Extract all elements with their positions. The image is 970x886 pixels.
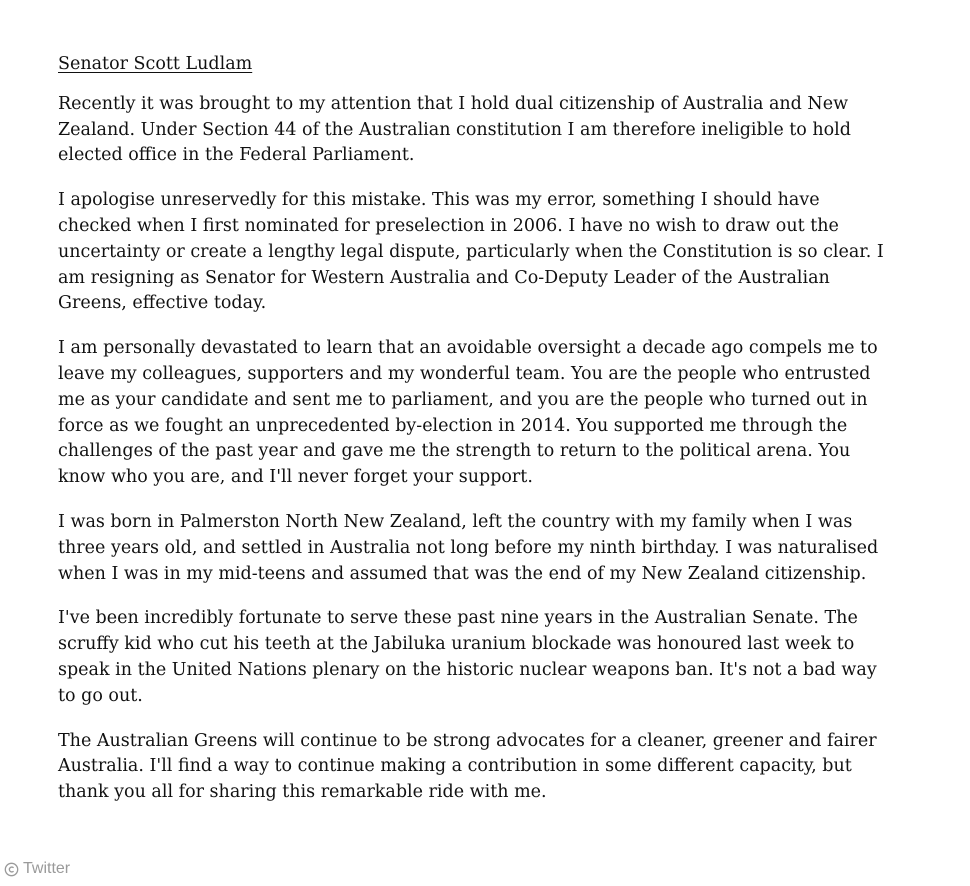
text-line: force as we fought an unprecedented by-election in 2014. You supported me through the [58,415,848,436]
paragraph [58,606,938,709]
copyright-icon [4,862,19,877]
credit-text: Twitter [23,860,71,877]
letter [58,52,938,825]
text-line: when I was in my mid-teens and assumed that was the end of my New Zealand citizenship. [58,563,867,584]
text-line: The Australian Greens will continue to be strong advocates for a cleaner, greener and fairer [58,730,877,751]
paragraph [58,188,938,317]
text-line: I was born in Palmerston North New Zealand, left the country with my family when I was [58,511,853,532]
text-line: I've been incredibly fortunate to serve these past nine years in the Australian Senate. The [58,608,858,629]
text-line: three years old, and settled in Australia not long before my ninth birthday. I was naturalised [58,537,879,558]
paragraph [58,729,938,806]
text-line: Australia. I'll find a way to continue making a contribution in some different capacity, but [58,756,852,777]
text-line: I apologise unreservedly for this mistake. This was my error, something I should have [58,190,820,211]
paragraph [58,336,938,491]
text-line: elected office in the Federal Parliament. [58,145,415,166]
text-line: thank you all for sharing this remarkable ride with me. [58,782,547,803]
text-line: I am personally devastated to learn that an avoidable oversight a decade ago compels me to [58,338,878,359]
image-credit [4,860,70,878]
letter-heading: Senator Scott Ludlam [58,54,253,74]
text-line: uncertainty or create a lengthy legal dispute, particularly when the Constitution is so clear. I [58,241,884,262]
paragraph [58,92,938,169]
text-line: Recently it was brought to my attention that I hold dual citizenship of Australia and New [58,93,849,114]
text-line: to go out. [58,685,143,706]
text-line: leave my colleagues, supporters and my wonderful team. You are the people who entrusted [58,363,871,384]
text-line: am resigning as Senator for Western Australia and Co-Deputy Leader of the Australian [58,267,830,288]
text-line: Zealand. Under Section 44 of the Australian constitution I am therefore ineligible to hold [58,119,851,140]
letter-body [58,92,938,806]
text-line: me as your candidate and sent me to parliament, and you are the people who turned out in [58,389,868,410]
text-line: checked when I first nominated for preselection in 2006. I have no wish to draw out the [58,215,839,236]
text-line: Greens, effective today. [58,293,267,314]
paragraph [58,510,938,587]
text-line: scruffy kid who cut his teeth at the Jabiluka uranium blockade was honoured last week to [58,634,855,655]
text-line: speak in the United Nations plenary on the historic nuclear weapons ban. It's not a bad way [58,659,877,680]
text-line: know who you are, and I'll never forget your support. [58,467,533,488]
text-line: challenges of the past year and gave me the strength to return to the political arena. You [58,441,851,462]
